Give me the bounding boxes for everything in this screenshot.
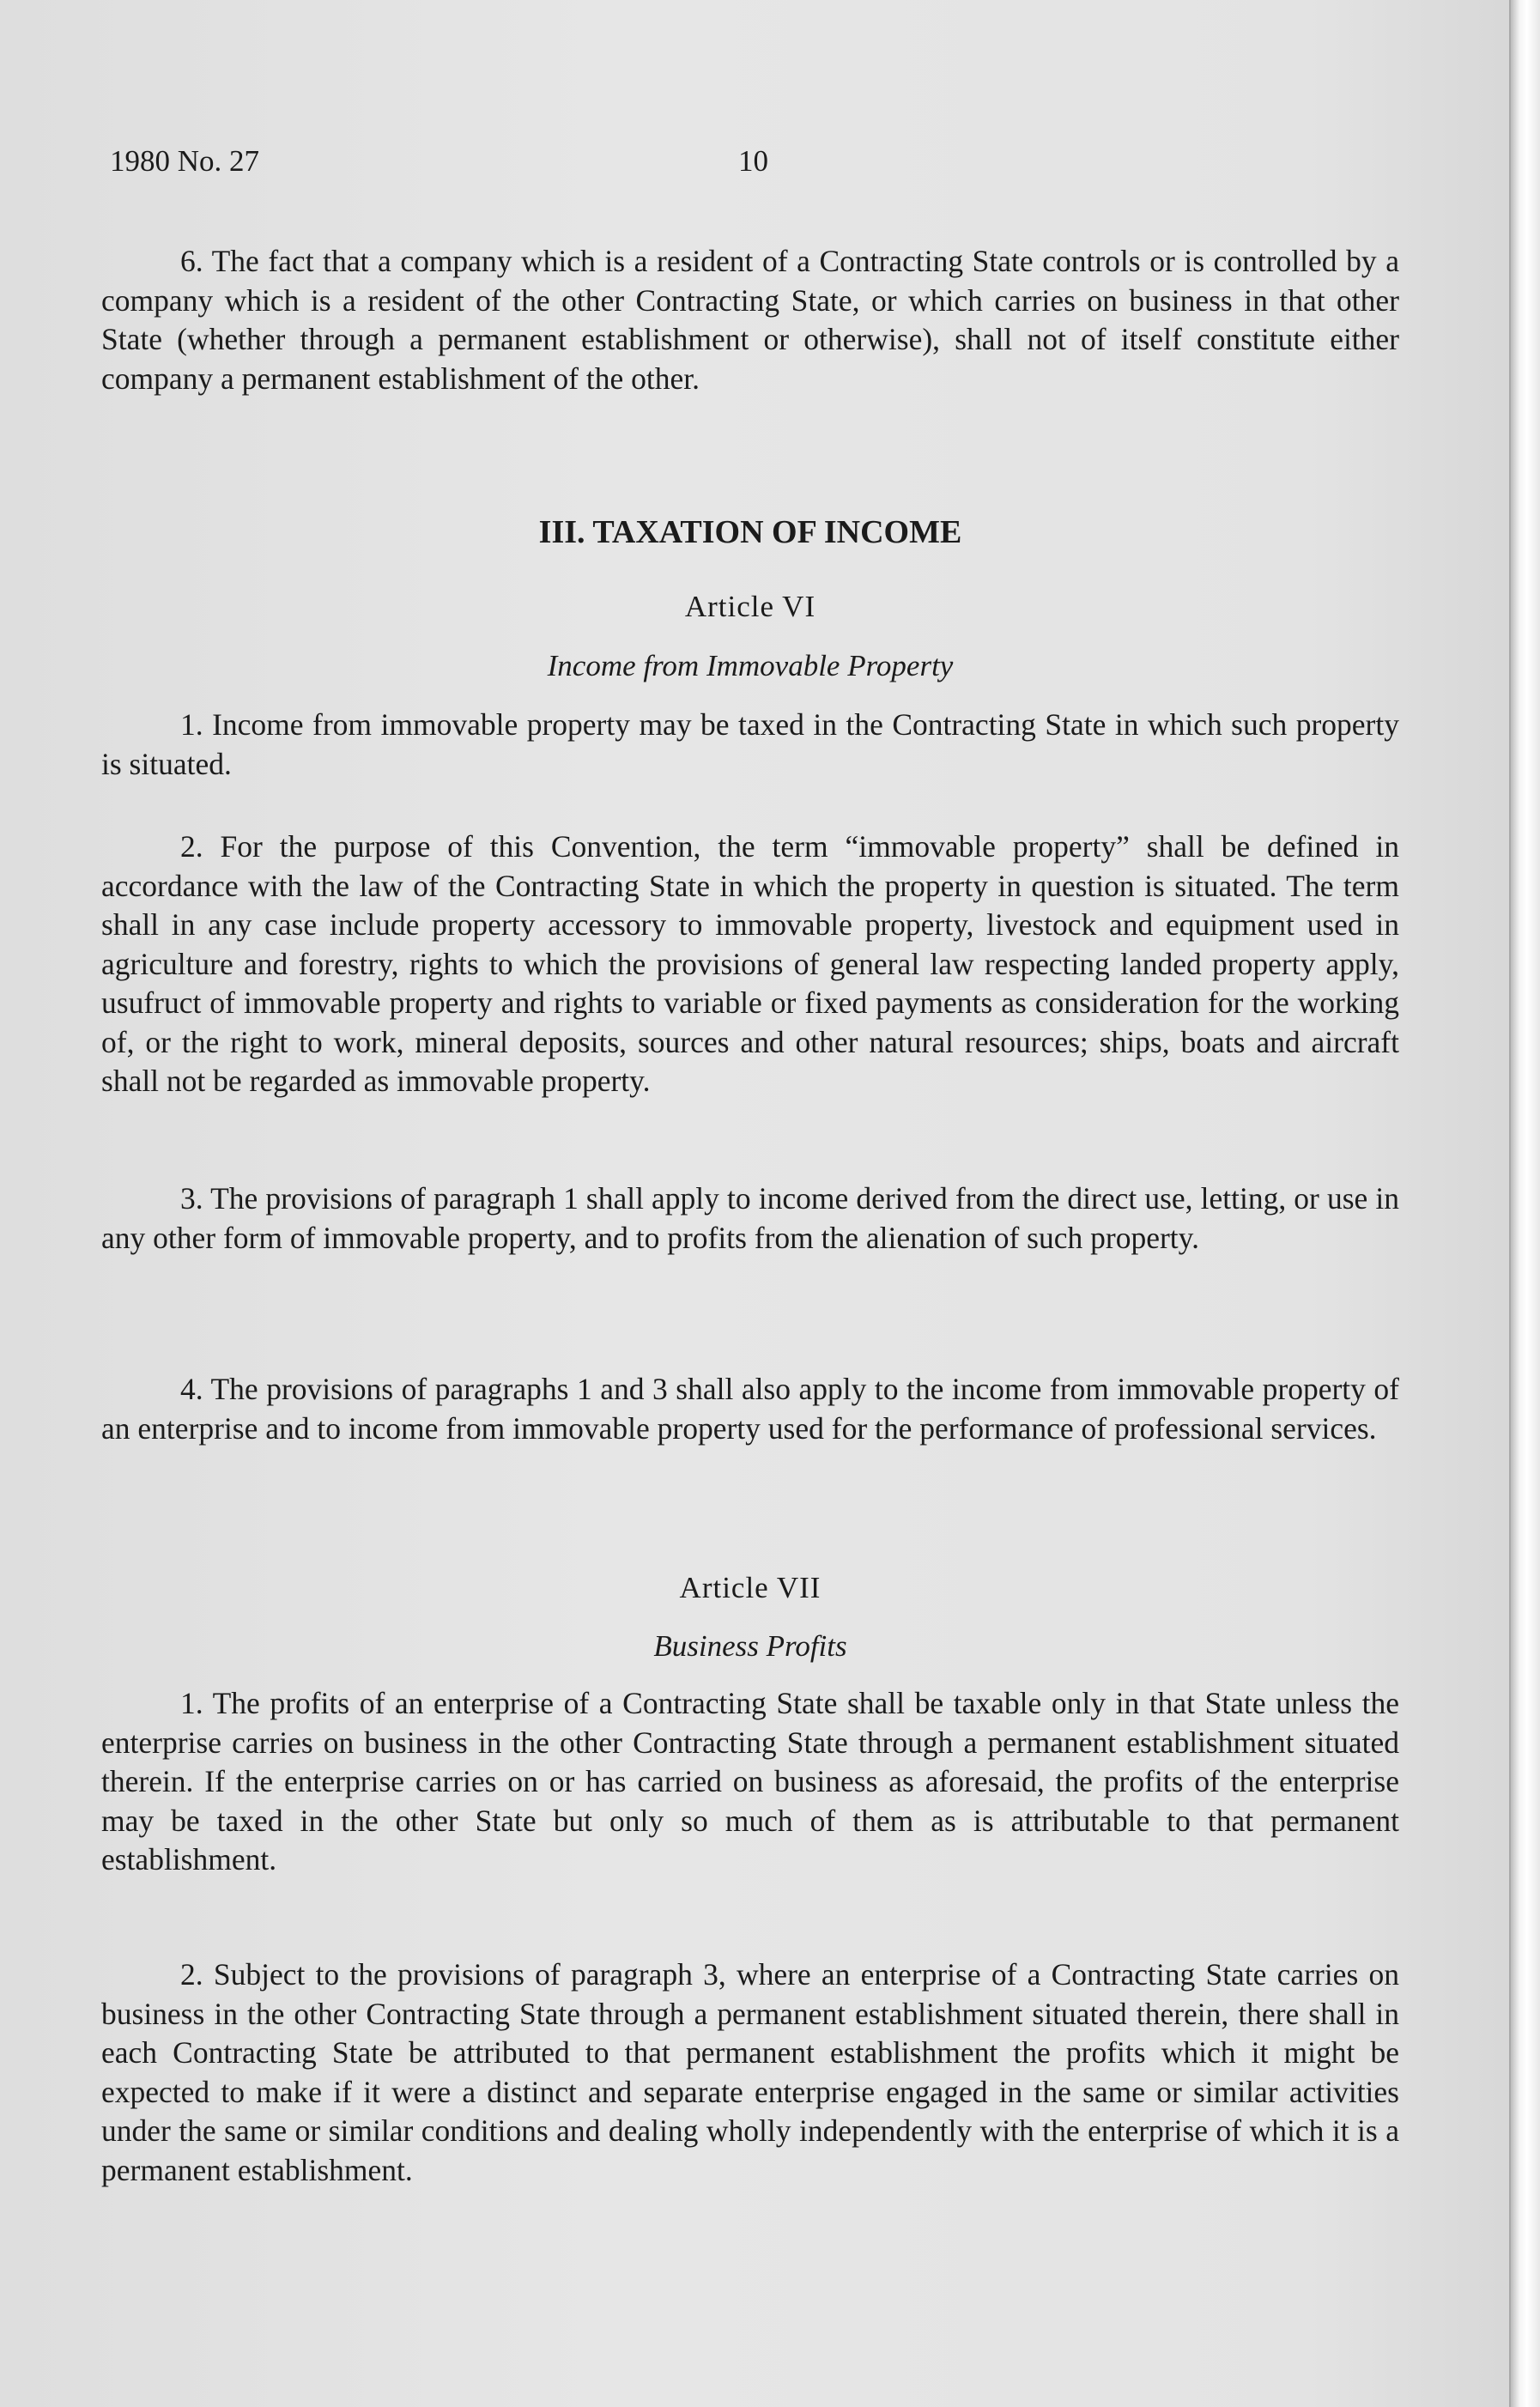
article-7-title: Business Profits (653, 1629, 847, 1663)
article-7-paragraph-1 (101, 1684, 1399, 1880)
article-6-paragraph-3-text: 3. The provisions of paragraph 1 shall apply to income derived from the direct use, letting, or use in any other form of immovable property, and to profits from the alienation of such property. (101, 1181, 1399, 1255)
article-6-paragraph-4-text: 4. The provisions of paragraphs 1 and 3 shall also apply to the income from immovable property of an enterprise and to income from immovable property used for the performance of professional services. (101, 1372, 1399, 1446)
article-6-paragraph-1-text: 1. Income from immovable property may be taxed in the Contracting State in which such property is situated. (101, 707, 1399, 781)
running-head (110, 144, 1415, 187)
article-6-paragraph-1 (101, 706, 1399, 784)
article-6-paragraph-2-text: 2. For the purpose of this Convention, the term “immovable property” shall be defined in accordance with the law of the Contracting State in which the property in question is situated. The term shall in any case include property accessory to immovable property, livestock and equipment used in agriculture and forestry, rights to which the provisions of general law respecting landed property apply, usufruct of immovable property and rights to variable or fixed payments as consideration for the working of, or the right to work, mineral deposits, sources and other natural resources; ships, boats and aircraft shall not be regarded as immovable property. (101, 829, 1399, 1098)
article-7-paragraph-1-text: 1. The profits of an enterprise of a Contracting State shall be taxable only in that State unless the enterprise carries on business in the other Contracting State through a permanent establishment situated therein. If the enterprise carries on or has carried on business as aforesaid, the profits of the enterprise may be taxed in the other State but only so much of them as is attributable to that permanent establishment. (101, 1686, 1399, 1876)
article-6-title: Income from Immovable Property (547, 649, 954, 682)
article-6-label: Article VI (684, 590, 816, 623)
page-binding-edge (1509, 0, 1540, 2407)
article-6-paragraph-3 (101, 1179, 1399, 1258)
paragraph-6 (101, 242, 1399, 398)
article-7-paragraph-2 (101, 1955, 1399, 2190)
article-6-paragraph-2 (101, 828, 1399, 1101)
part-title: III. TAXATION OF INCOME (538, 514, 962, 550)
statute-year-number: 1980 No. 27 (110, 144, 260, 178)
article-7-label: Article VII (679, 1571, 822, 1604)
article-6-paragraph-4 (101, 1370, 1399, 1448)
article-7-paragraph-2-text: 2. Subject to the provisions of paragraph 3, where an enterprise of a Contracting State carries on business in the other Contracting State through a permanent establishment situated therein, there shall in each Contracting State be attributed to that permanent establishment the profits which it might be expected to make if it were a distinct and separate enterprise engaged in the same or similar activities under the same or similar conditions and dealing wholly independently with the enterprise of which it is a permanent establishment. (101, 1957, 1399, 2187)
page-number: 10 (738, 144, 768, 178)
paragraph-6-text: 6. The fact that a company which is a resident of a Contracting State controls or is controlled by a company which is a resident of the other Contracting State, or which carries on business in that other State (whether through a permanent establishment or otherwise), shall not of itself constitute either company a permanent establishment of the other. (101, 244, 1399, 396)
